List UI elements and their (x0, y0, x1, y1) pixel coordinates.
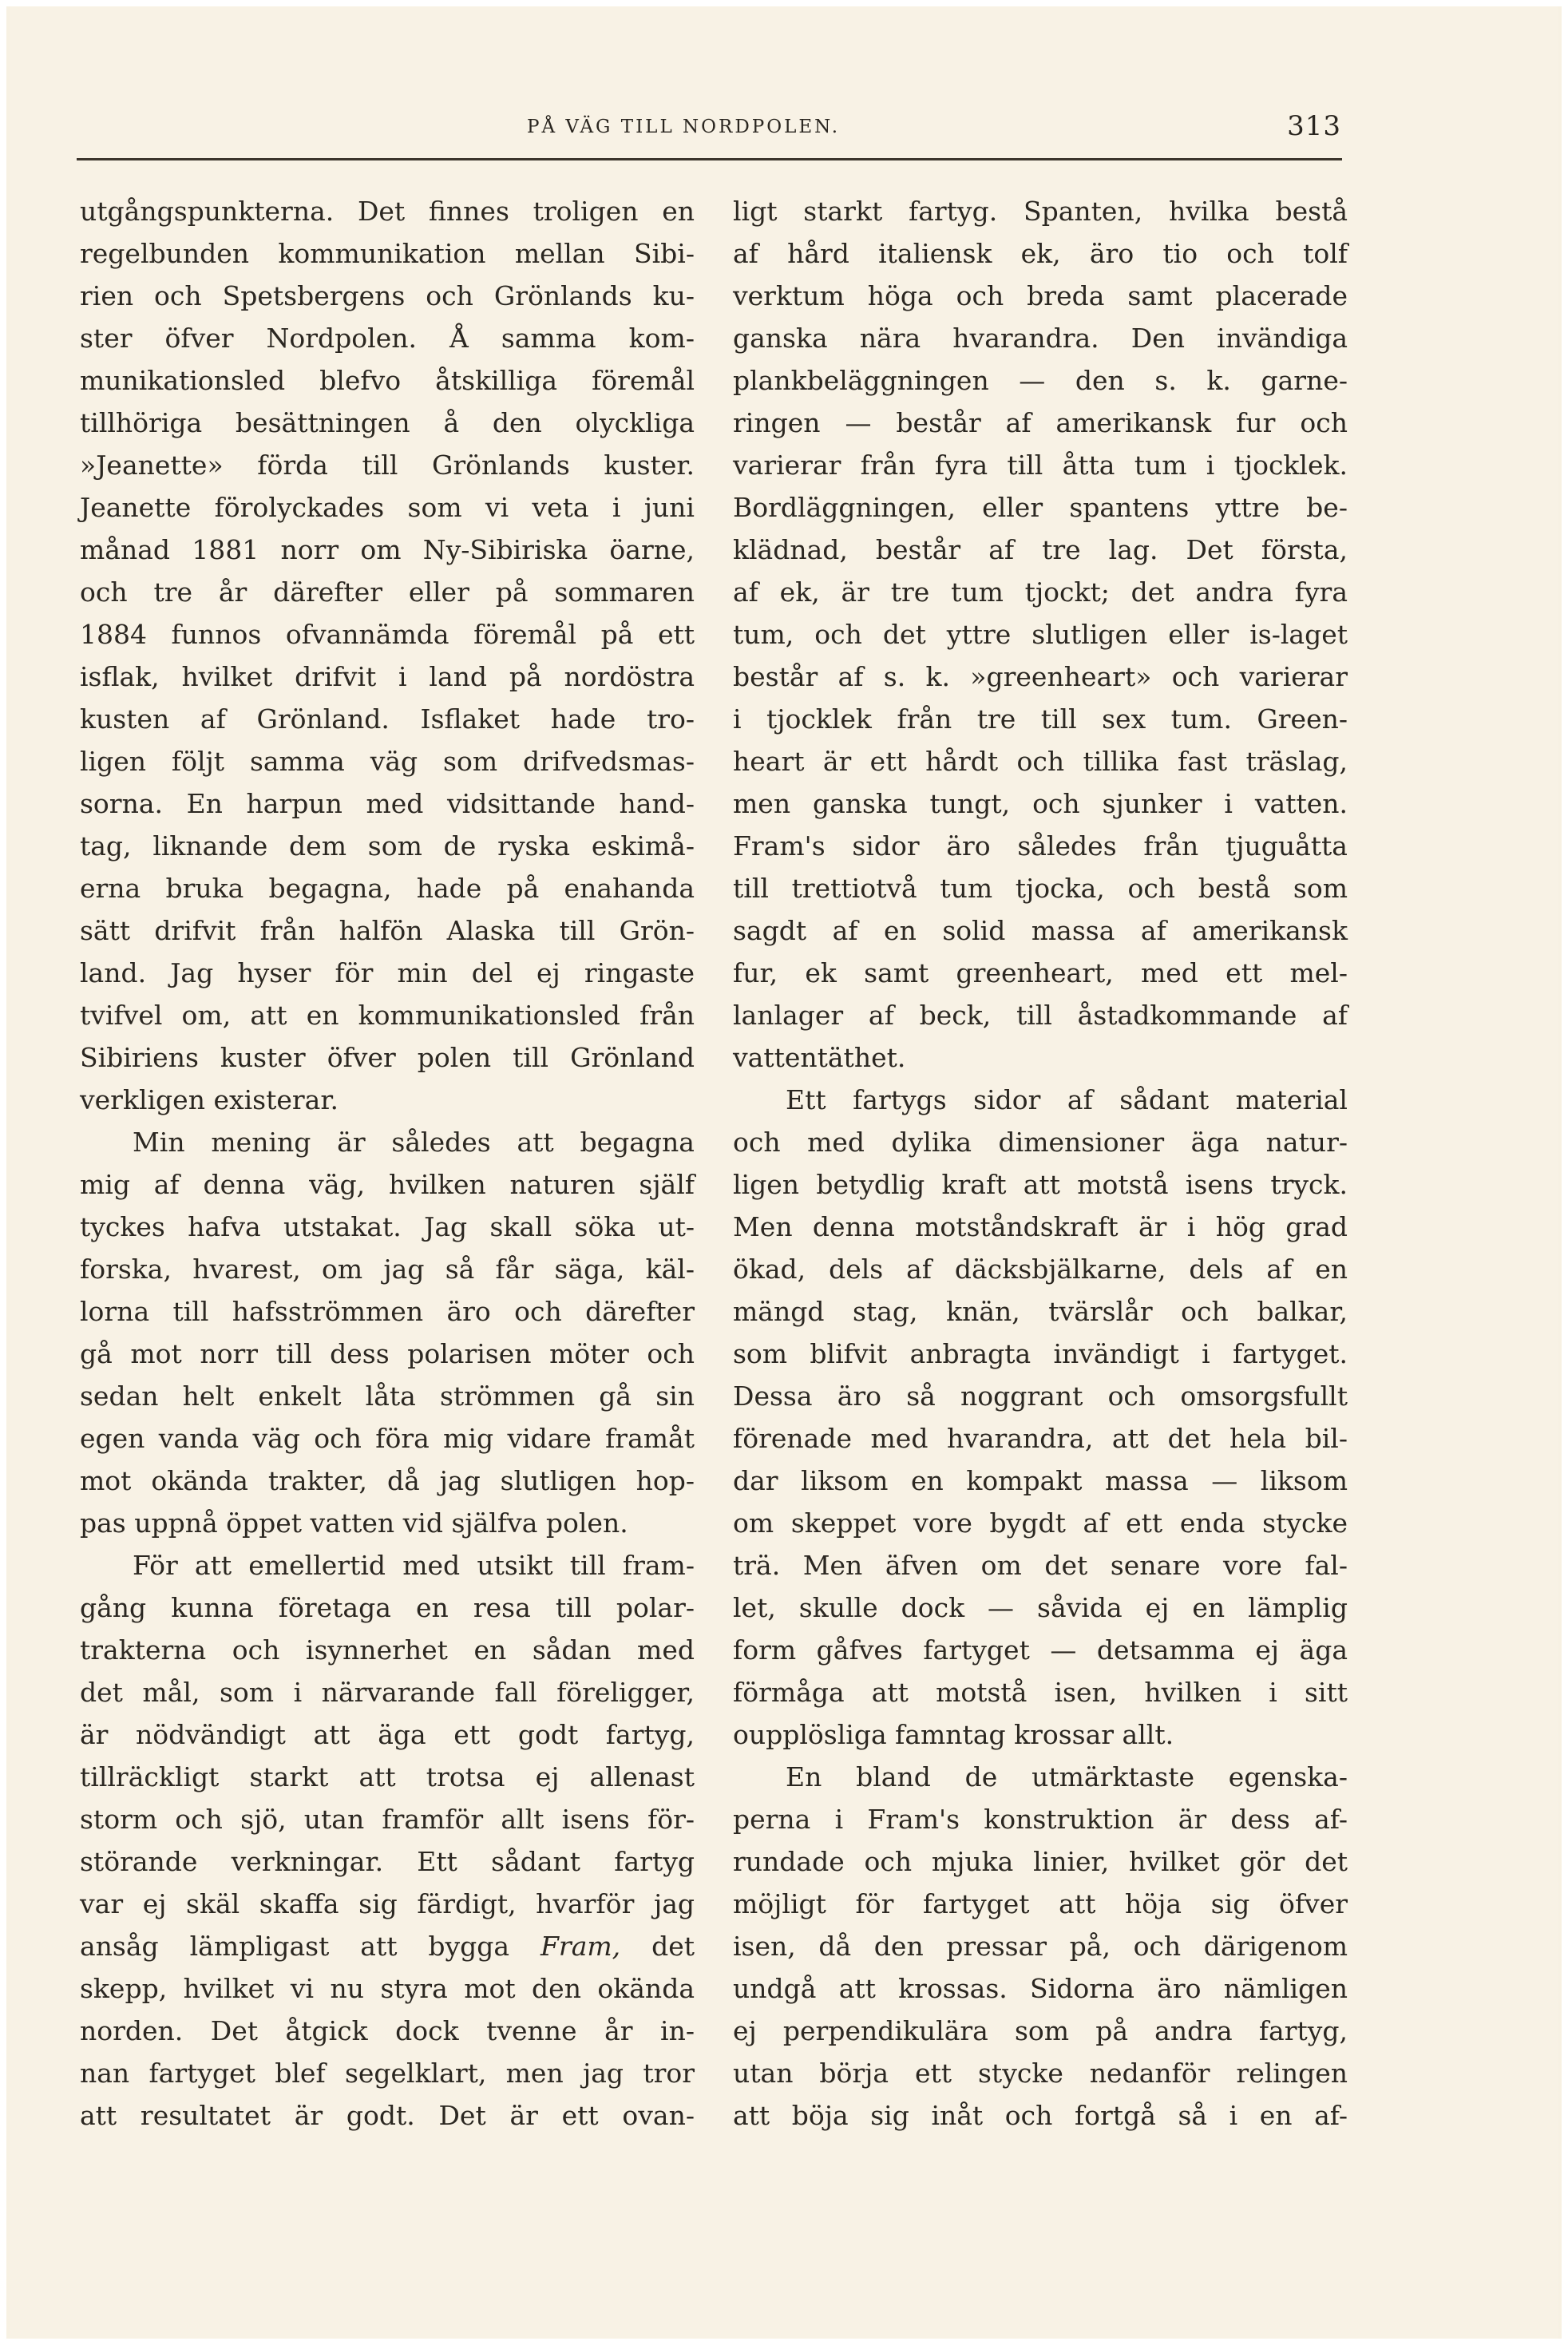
text-line: af hård italiensk ek, äro tio och tolf (733, 238, 1348, 269)
text-line (80, 1925, 695, 1967)
text-line: trakterna och isynnerhet en sådan med (80, 1634, 695, 1666)
text-line: var ej skäl skaffa sig färdigt, hvarför jag (80, 1888, 695, 1919)
text-line: om skeppet vore bygdt af ett enda stycke (733, 1507, 1348, 1539)
text-line: perna i Fram's konstruktion är dess af- (733, 1804, 1348, 1835)
text-line: dar liksom en kompakt massa — liksom (733, 1465, 1348, 1496)
text-line: förmåga att motstå isen, hvilken i sitt (733, 1677, 1348, 1708)
text-line: ganska nära hvarandra. Den invändiga (733, 323, 1348, 354)
text-line: Men denna motståndskraft är i hög grad (733, 1211, 1348, 1242)
text-line: mängd stag, knän, tvärslår och balkar, (733, 1296, 1348, 1327)
text-line: klädnad, består af tre lag. Det första, (733, 534, 1348, 565)
text-line: består af s. k. »greenheart» och varierar (733, 661, 1348, 692)
text-line: regelbunden kommunikation mellan Sibi- (80, 238, 695, 269)
text-line: fur, ek samt greenheart, med ett mel- (733, 957, 1348, 988)
text-line: Jeanette förolyckades som vi veta i juni (80, 492, 695, 523)
text-line: sedan helt enkelt låta strömmen gå sin (80, 1380, 695, 1412)
text-line: storm och sjö, utan framför allt isens för- (80, 1804, 695, 1835)
text-line: störande verkningar. Ett sådant fartyg (80, 1846, 695, 1877)
text-line: forska, hvarest, om jag så får säga, käl- (80, 1254, 695, 1285)
text-line: ringen — består af amerikansk fur och (733, 407, 1348, 438)
text-line: som blifvit anbragta invändigt i fartyget. (733, 1338, 1348, 1369)
text-line: tag, liknande dem som de ryska eskimå- (80, 830, 695, 862)
italic-ship-name: Fram, (540, 1931, 621, 1962)
header-rule (77, 158, 1342, 160)
text-line: form gåfves fartyget — detsamma ej äga (733, 1634, 1348, 1666)
text-line: trä. Men äfven om det senare vore fal- (733, 1550, 1348, 1581)
text-line: förenade med hvarandra, att det hela bil- (733, 1423, 1348, 1454)
text-line: nan fartyget blef segelklart, men jag tror (80, 2058, 695, 2089)
text-line: tvifvel om, att en kommunikationsled från (80, 1000, 695, 1031)
text-line: verktum höga och breda samt placerade (733, 280, 1348, 311)
text-line: vattentäthet. (733, 1042, 906, 1073)
page-number: 313 (1287, 110, 1341, 142)
text-line: ökad, dels af däcksbjälkarne, dels af en (733, 1254, 1348, 1285)
text-line: mot okända trakter, då jag slutligen hop- (80, 1465, 695, 1496)
text-line: verkligen existerar. (80, 1084, 339, 1115)
text-line: utan börja ett stycke nedanför relingen (733, 2058, 1348, 2089)
text-line: kusten af Grönland. Isflaket hade tro- (80, 703, 695, 735)
text-line: tillhöriga besättningen å den olyckliga (80, 407, 695, 438)
text-line: egen vanda väg och föra mig vidare framåt (80, 1423, 695, 1454)
text-line: mig af denna väg, hvilken naturen själf (80, 1169, 695, 1200)
text-line: Dessa äro så noggrant och omsorgsfullt (733, 1380, 1348, 1412)
text-segment: det (620, 1931, 695, 1962)
text-line: undgå att krossas. Sidorna äro nämligen (733, 1973, 1348, 2004)
text-line: Fram's sidor äro således från tjuguåtta (733, 830, 1348, 862)
text-segment: ansåg lämpligast att bygga (80, 1931, 541, 1962)
text-line: erna bruka begagna, hade på enahanda (80, 873, 695, 904)
text-line: rundade och mjuka linier, hvilket gör det (733, 1846, 1348, 1877)
text-line: sätt drifvit från halfön Alaska till Grön- (80, 915, 695, 946)
text-line: utgångspunkterna. Det finnes troligen en (80, 196, 695, 227)
text-line: ligen följt samma väg som drifvedsmas- (80, 746, 695, 777)
text-line: att böja sig inåt och fortgå så i en af- (733, 2100, 1348, 2131)
text-line: Ett fartygs sidor af sådant material (786, 1084, 1348, 1115)
text-line: lorna till hafsströmmen äro och därefter (80, 1296, 695, 1327)
text-line: möjligt för fartyget att höja sig öfver (733, 1888, 1348, 1919)
text-line: tillräckligt starkt att trotsa ej allenast (80, 1761, 695, 1792)
text-line: skepp, hvilket vi nu styra mot den okända (80, 1973, 695, 2004)
text-line: plankbeläggningen — den s. k. garne- (733, 365, 1348, 396)
text-line: oupplösliga famntag krossar allt. (733, 1719, 1174, 1750)
text-line: land. Jag hyser för min del ej ringaste (80, 957, 695, 988)
text-line: Min mening är således att begagna (133, 1127, 695, 1158)
text-line: sagdt af en solid massa af amerikansk (733, 915, 1348, 946)
text-line: och med dylika dimensioner äga natur- (733, 1127, 1348, 1158)
text-line: lanlager af beck, till åstadkommande af (733, 1000, 1348, 1031)
text-line: isflak, hvilket drifvit i land på nordöstra (80, 661, 695, 692)
text-line: 1884 funnos ofvannämda föremål på ett (80, 619, 695, 650)
text-line: i tjocklek från tre till sex tum. Green- (733, 703, 1348, 735)
running-header (80, 104, 1341, 152)
text-line: ster öfver Nordpolen. Å samma kom- (80, 323, 695, 354)
right-text-column (733, 190, 1348, 2137)
text-line: varierar från fyra till åtta tum i tjocklek. (733, 450, 1348, 481)
text-line: och tre år därefter eller på sommaren (80, 576, 695, 608)
text-line: är nödvändigt att äga ett godt fartyg, (80, 1719, 695, 1750)
text-line: rien och Spetsbergens och Grönlands ku- (80, 280, 695, 311)
text-line: till trettiotvå tum tjocka, och bestå som (733, 873, 1348, 904)
running-title: PÅ VÄG TILL NORDPOLEN. (527, 117, 841, 137)
text-line: heart är ett hårdt och tillika fast träslag, (733, 746, 1348, 777)
text-line: men ganska tungt, och sjunker i vatten. (733, 788, 1348, 819)
text-line: ligt starkt fartyg. Spanten, hvilka bestå (733, 196, 1348, 227)
text-line: En bland de utmärktaste egenska- (786, 1761, 1348, 1792)
text-line: ligen betydlig kraft att motstå isens tryck. (733, 1169, 1348, 1200)
text-line: munikationsled blefvo åtskilliga föremål (80, 365, 695, 396)
left-text-column (80, 190, 695, 2137)
text-line: pas uppnå öppet vatten vid själfva polen. (80, 1507, 628, 1539)
text-line: sorna. En harpun med vidsittande hand- (80, 788, 695, 819)
text-line: norden. Det åtgick dock tvenne år in- (80, 2015, 695, 2046)
text-line: det mål, som i närvarande fall föreligger, (80, 1677, 695, 1708)
text-line: »Jeanette» förda till Grönlands kuster. (80, 450, 695, 481)
text-line: För att emellertid med utsikt till fram- (133, 1550, 695, 1581)
text-line: Sibiriens kuster öfver polen till Grönland (80, 1042, 695, 1073)
text-line: let, skulle dock — såvida ej en lämplig (733, 1592, 1348, 1623)
text-line: gå mot norr till dess polarisen möter och (80, 1338, 695, 1369)
text-line: månad 1881 norr om Ny-Sibiriska öarne, (80, 534, 695, 565)
text-line: ej perpendikulära som på andra fartyg, (733, 2015, 1348, 2046)
text-line: gång kunna företaga en resa till polar- (80, 1592, 695, 1623)
text-line: af ek, är tre tum tjockt; det andra fyra (733, 576, 1348, 608)
text-line: tyckes hafva utstakat. Jag skall söka ut- (80, 1211, 695, 1242)
text-line: Bordläggningen, eller spantens yttre be- (733, 492, 1348, 523)
text-line: isen, då den pressar på, och därigenom (733, 1931, 1348, 1962)
text-line: tum, och det yttre slutligen eller is-laget (733, 619, 1348, 650)
text-line: att resultatet är godt. Det är ett ovan- (80, 2100, 695, 2131)
